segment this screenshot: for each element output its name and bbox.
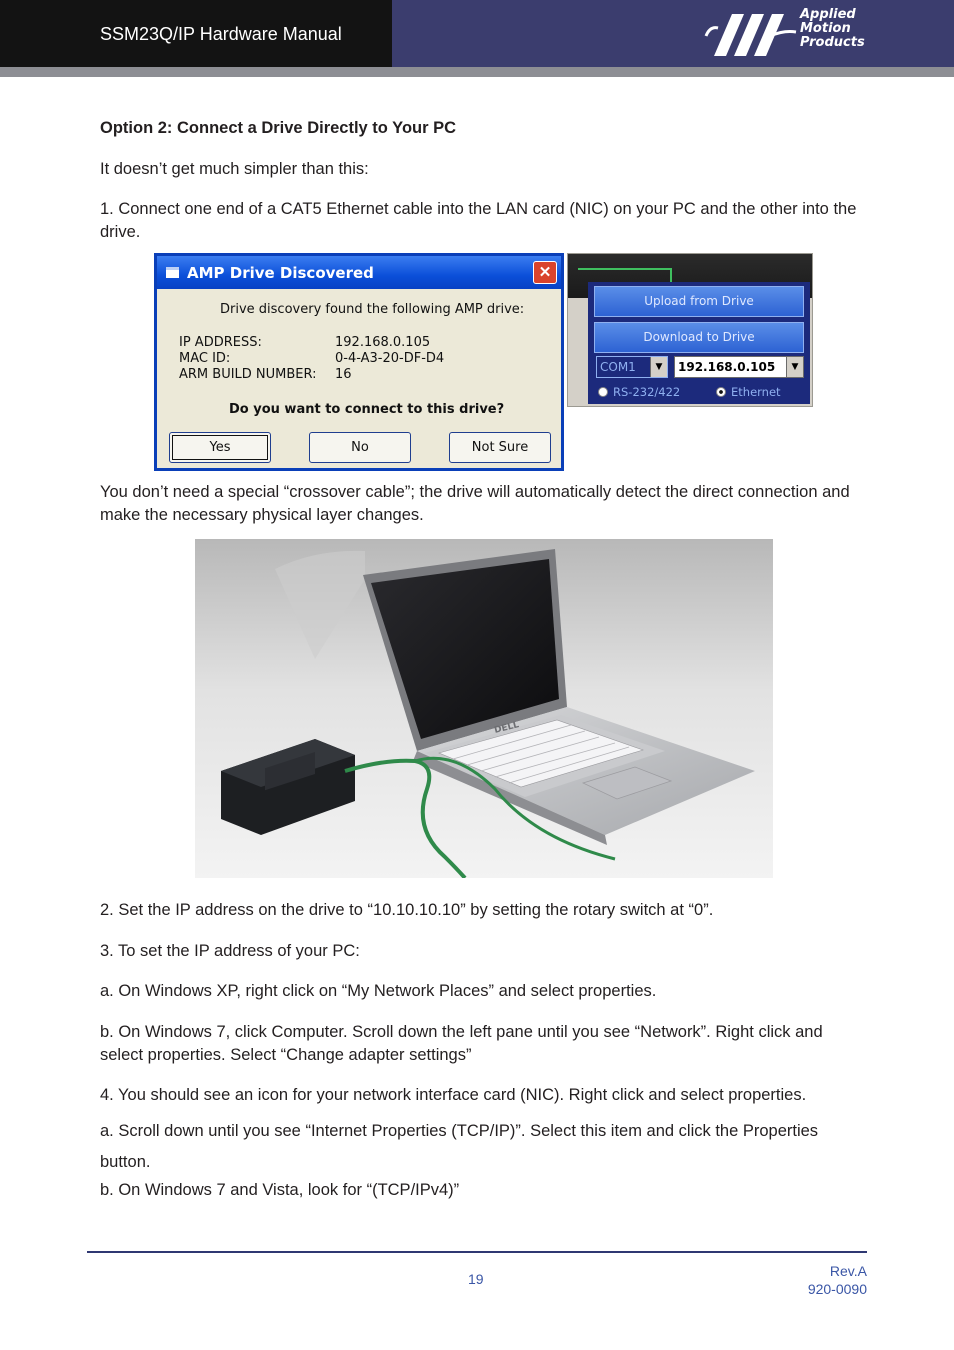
logo-wordmark xyxy=(800,8,865,50)
radio-rs232[interactable] xyxy=(598,385,680,399)
radio-selected-icon xyxy=(716,387,726,397)
label-mac-id: MAC ID: xyxy=(179,351,231,366)
logo-word-products: Products xyxy=(800,35,865,50)
download-to-drive-button[interactable]: Download to Drive xyxy=(594,322,804,353)
step-4a-text: a. Scroll down until you see “Internet Properties (TCP/IP)”. Select this item and click the Properties button. xyxy=(100,1122,819,1171)
dialog-question: Do you want to connect to this drive? xyxy=(229,402,505,417)
step-3b-text: b. On Windows 7, click Computer. Scroll down the left pane until you see “Network”. Right click and select properties. Select “Change adapter settings” xyxy=(100,1023,823,1064)
ip-select[interactable] xyxy=(674,356,804,378)
value-mac-id: 0-4-A3-20-DF-D4 xyxy=(335,351,445,366)
yes-button[interactable]: Yes xyxy=(169,432,271,463)
upload-from-drive-button[interactable]: Upload from Drive xyxy=(594,286,804,317)
dialog-title-bar xyxy=(157,256,561,289)
intro-text: It doesn’t get much simpler than this: xyxy=(100,160,369,178)
chevron-down-icon[interactable]: ▼ xyxy=(650,357,667,377)
value-ip-address: 192.168.0.105 xyxy=(335,335,431,350)
step-1-text: 1. Connect one end of a CAT5 Ethernet cable into the LAN card (NIC) on your PC and the other into the drive. xyxy=(100,200,857,241)
logo-word-applied: Applied xyxy=(800,7,856,22)
drive-connection-panel xyxy=(567,253,813,407)
radio-ethernet-label: Ethernet xyxy=(731,385,781,399)
header-rule xyxy=(0,67,954,77)
section-heading: Option 2: Connect a Drive Directly to Your PC xyxy=(100,119,457,137)
dialog-message: Drive discovery found the following AMP drive: xyxy=(220,302,525,317)
footer-rule xyxy=(87,1251,867,1253)
port-value: COM1 xyxy=(600,360,636,374)
connector-line xyxy=(578,268,672,282)
amp-drive-discovered-dialog xyxy=(154,253,564,471)
port-select[interactable] xyxy=(596,356,668,378)
logo-mark-icon xyxy=(704,6,800,62)
step-4-text: 4. You should see an icon for your network interface card (NIC). Right click and select properties. xyxy=(100,1086,807,1104)
label-arm-build: ARM BUILD NUMBER: xyxy=(179,367,317,382)
dialog-title: AMP Drive Discovered xyxy=(187,264,374,282)
logo-word-motion: Motion xyxy=(800,21,851,36)
ip-value: 192.168.0.105 xyxy=(678,360,776,374)
radio-button-icon xyxy=(598,387,608,397)
radio-rs232-label: RS-232/422 xyxy=(613,385,681,399)
page-number: 19 xyxy=(468,1271,484,1287)
no-button[interactable]: No xyxy=(309,432,411,463)
chevron-down-icon[interactable]: ▼ xyxy=(786,357,803,377)
step-3-text: 3. To set the IP address of your PC: xyxy=(100,942,360,960)
label-ip-address: IP ADDRESS: xyxy=(179,335,262,350)
revision-label: Rev.A xyxy=(829,1263,867,1279)
laptop-drive-photo xyxy=(195,539,773,878)
value-arm-build: 16 xyxy=(335,367,352,382)
document-title: SSM23Q/IP Hardware Manual xyxy=(100,24,342,44)
step-3a-text: a. On Windows XP, right click on “My Network Places” and select properties. xyxy=(100,982,657,1000)
footer-revision xyxy=(808,1262,867,1298)
close-icon[interactable]: ✕ xyxy=(533,261,557,284)
window-icon xyxy=(166,267,179,278)
step-4b-text: b. On Windows 7 and Vista, look for “(TCP/IPv4)” xyxy=(100,1181,460,1199)
applied-motion-logo xyxy=(704,6,874,62)
document-number: 920-0090 xyxy=(807,1281,867,1297)
laptop-brand: DELL xyxy=(493,720,521,736)
crossover-text: You don’t need a special “crossover cable”; the drive will automatically detect the direct connection and make the necessary physical layer changes. xyxy=(100,483,850,524)
radio-ethernet[interactable] xyxy=(716,385,781,399)
step-2-text: 2. Set the IP address on the drive to “10.10.10.10” by setting the rotary switch at “0”. xyxy=(100,901,714,919)
not-sure-button[interactable]: Not Sure xyxy=(449,432,551,463)
panel-body xyxy=(588,282,810,404)
